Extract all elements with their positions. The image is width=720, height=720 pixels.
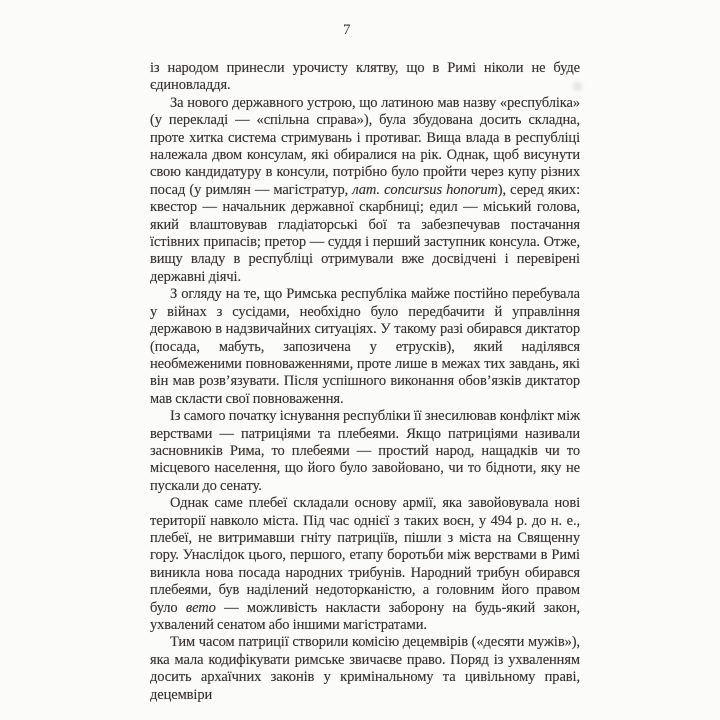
paragraph-5-text: Однак саме плебеї складали основу армії, яка завойовувала нові території навколо міста. Під час однієї з таких воєн, у 494 р. до н. е., плебеї, не витримавши гніту патриціїв, пішли з міста на Священну гору. Унаслідок цього, першого, етапу боротьби між верствами в Римі виникла нова посада народних трибунів. Народний трибун обирався плебеями, був наділений недоторканістю, а головним його правом було bbox=[150, 495, 580, 616]
paragraph-1 bbox=[150, 60, 580, 95]
paragraph-2 bbox=[150, 95, 580, 286]
paragraph-6-text: Тим часом патриції створили комісію децемвірів («десяти мужів»), яка мала кодифікувати римське звичаєве право. Поряд із ухваленням досить архаїчних законів у кримінальному та цивільному праві, децемвіри bbox=[150, 634, 580, 703]
paragraph-3-text: З огляду на те, що Римська республіка майже постійно перебувала у війнах з сусідами, необхідно було передбачити й управління державою в надзвичайних ситуаціях. У такому разі обирався диктатор (посада, мабуть, запозичена у етрусків), який наділявся необмеженими повноваженнями, проте лише в межах тих завдань, які він мав розв’язувати. Після успішного виконання обов’язків диктатор мав скласти свої повноваження. bbox=[150, 286, 580, 407]
paragraph-5 bbox=[150, 495, 580, 634]
paragraph-2-text-continuation: ), серед яких: квестор — начальник державної скарбниці; едил — міський голова, який влаштовував гладіаторські бої та забезпечував постачання їстівних припасів; претор — суддя і перший заступник консула. Отже, вищу владу в республіці отримували вже досвідчені і перевірені державні діячі. bbox=[150, 181, 580, 285]
paragraph-4 bbox=[150, 408, 580, 495]
paragraph-5-text-continuation: — можливість накласти заборону на будь-який закон, ухвалений сенатом або іншими магістратами. bbox=[150, 599, 580, 633]
page-number: 7 bbox=[343, 22, 351, 38]
scan-smudge bbox=[568, 590, 572, 606]
paragraph-2-text: За нового державного устрою, що латиною мав назву «республіка» (у перекладі — «спільна справа»), була збудована досить складна, проте хитка система стримувань і противаг. Вища влада в республіці належала двом консулам, які обиралися на рік. Однак, щоб висунути свою кандидатуру в консули, потрібно було пройти через купу різних посад (у римлян — магістратур, bbox=[150, 94, 580, 198]
paragraph-2-latin-term: лат. concursus honorum bbox=[352, 181, 498, 198]
paragraph-4-text: Із самого початку існування республіки її знесилював конфлікт між верствами — патриціями та плебеями. Якщо патриціями називали засновників Рима, то плебеями — простий народ, нащадків чи то місцевого населення, що його було завойовано, чи то бідноти, яку не пускали до сенату. bbox=[150, 408, 580, 494]
paragraph-6 bbox=[150, 634, 580, 704]
scan-smudge bbox=[573, 82, 582, 91]
paragraph-3 bbox=[150, 286, 580, 408]
paragraph-5-veto-term: вето bbox=[185, 599, 216, 616]
paragraph-1-text: із народом принесли урочисту клятву, що в Римі ніколи не буде єдиновладдя. bbox=[150, 60, 580, 94]
text-block bbox=[150, 60, 580, 704]
